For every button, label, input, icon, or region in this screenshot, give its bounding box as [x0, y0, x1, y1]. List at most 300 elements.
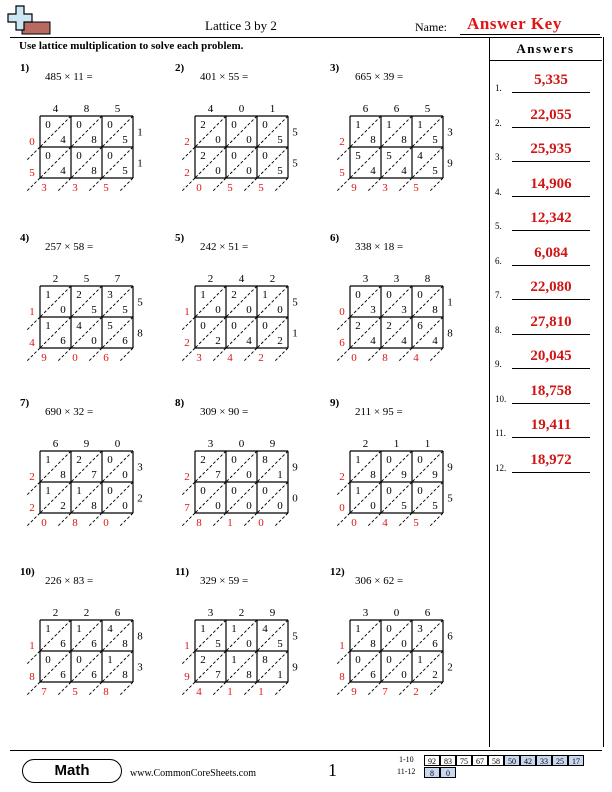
- cell-tens: 0: [386, 654, 392, 666]
- cell-ones: 8: [370, 469, 376, 481]
- multiplier-digit: 0: [292, 492, 298, 505]
- lattice-diagonal: [429, 348, 443, 362]
- lattice-diagonal: [88, 348, 102, 362]
- multiplicand-digit: 0: [238, 438, 245, 450]
- score-cell: 92: [424, 755, 440, 766]
- cell-tens: 3: [417, 623, 423, 635]
- answer-line: [512, 230, 590, 231]
- lattice-diagonal: [429, 178, 443, 192]
- answer-digit-bottom: 6: [103, 352, 109, 364]
- cell-tens: 0: [107, 119, 113, 131]
- score-cell: 25: [552, 755, 568, 766]
- answer-digit-bottom: 5: [227, 182, 233, 194]
- problem-number: 4): [20, 232, 30, 244]
- answer-number: 5.: [495, 221, 502, 231]
- cell-tens: 0: [231, 119, 237, 131]
- answer-line: [512, 161, 590, 162]
- lattice-diagonal: [88, 513, 102, 527]
- cell-tens: 0: [355, 289, 361, 301]
- cell-tens: 0: [417, 454, 423, 466]
- cell-ones: 0: [215, 304, 221, 316]
- problem-equation: 338 × 18 =: [355, 241, 404, 253]
- cell-ones: 5: [122, 165, 128, 177]
- lattice-diagonal: [119, 682, 133, 696]
- answer-digit-bottom: 0: [351, 352, 357, 364]
- lattice-diagonal: [336, 682, 350, 696]
- cell-tens: 1: [45, 623, 51, 635]
- score-cell: 17: [568, 755, 584, 766]
- cell-tens: 4: [76, 320, 82, 332]
- answer-digit-bottom: 8: [196, 517, 202, 529]
- lattice-diagonal: [367, 178, 381, 192]
- cell-tens: 2: [386, 320, 392, 332]
- cell-tens: 1: [107, 654, 113, 666]
- multiplicand-digit: 2: [52, 273, 59, 285]
- answer-value: 12,342: [530, 210, 572, 226]
- problem-equation: 401 × 55 =: [200, 71, 249, 83]
- lattice-diagonal: [181, 147, 195, 161]
- cell-tens: 2: [355, 320, 361, 332]
- cell-tens: 0: [45, 150, 51, 162]
- multiplier-digit: 6: [447, 630, 453, 643]
- score-label-row1: 1-10: [399, 755, 414, 764]
- answer-number: 3.: [495, 152, 502, 162]
- answer-number: 7.: [495, 290, 502, 300]
- cell-ones: 5: [432, 165, 438, 177]
- lattice-diagonal: [119, 513, 133, 527]
- multiplier-digit: 9: [447, 157, 453, 170]
- multiplicand-digit: 6: [424, 607, 431, 619]
- score-cell: 50: [504, 755, 520, 766]
- multiplicand-digit: 3: [362, 273, 369, 285]
- cell-ones: 7: [215, 669, 221, 681]
- lattice-diagonal: [429, 513, 443, 527]
- lattice-diagonal: [243, 513, 257, 527]
- lattice-grid: [0, 74, 148, 194]
- answer-digit-left: 2: [184, 167, 190, 179]
- cell-ones: 3: [370, 304, 376, 316]
- cell-tens: 2: [76, 454, 82, 466]
- answer-digit-bottom: 3: [41, 182, 47, 194]
- cell-tens: 2: [76, 289, 82, 301]
- lattice-diagonal: [26, 651, 40, 665]
- lattice-diagonal: [274, 513, 288, 527]
- answer-digit-left: 1: [184, 306, 190, 318]
- cell-tens: 2: [231, 289, 237, 301]
- cell-tens: 0: [107, 485, 113, 497]
- lattice-diagonal: [181, 513, 195, 527]
- cell-tens: 0: [262, 320, 268, 332]
- problem-number: 1): [20, 62, 30, 74]
- answer-value: 6,084: [534, 244, 568, 261]
- answer-value: 27,810: [530, 313, 572, 330]
- cell-ones: 0: [246, 165, 252, 177]
- multiplicand-digit: 3: [207, 438, 214, 450]
- cell-ones: 4: [370, 335, 376, 347]
- answer-digit-bottom: 2: [258, 352, 264, 364]
- cell-tens: 0: [417, 485, 423, 497]
- multiplicand-digit: 0: [393, 607, 400, 619]
- answer-value: 22,080: [530, 279, 572, 295]
- score-cell: 67: [472, 755, 488, 766]
- answer-digit-left: 0: [339, 306, 345, 318]
- cell-ones: 6: [370, 669, 376, 681]
- score-cell: 58: [488, 755, 504, 766]
- answer-digit-bottom: 4: [196, 686, 202, 698]
- answer-digit-bottom: 7: [382, 686, 388, 698]
- multiplicand-digit: 3: [207, 607, 214, 619]
- cell-ones: 2: [215, 335, 221, 347]
- multiplicand-digit: 0: [114, 438, 121, 450]
- multiplier-digit: 9: [292, 461, 298, 474]
- cell-ones: 8: [432, 304, 438, 316]
- answer-digit-bottom: 5: [258, 182, 264, 194]
- cell-ones: 4: [60, 134, 66, 146]
- cell-ones: 5: [277, 638, 283, 650]
- cell-tens: 1: [200, 289, 206, 301]
- cell-tens: 0: [45, 654, 51, 666]
- answer-digit-left: 1: [29, 306, 35, 318]
- answer-value: 14,906: [530, 175, 572, 192]
- cell-tens: 1: [45, 485, 51, 497]
- multiplier-digit: 2: [137, 492, 143, 505]
- multiplicand-digit: 1: [269, 103, 276, 115]
- cell-tens: 0: [355, 654, 361, 666]
- answer-digit-left: 2: [29, 471, 35, 483]
- lattice-diagonal: [429, 682, 443, 696]
- lattice-diagonal: [181, 317, 195, 331]
- answer-line: [512, 265, 590, 266]
- multiplicand-digit: 5: [114, 103, 121, 115]
- answer-digit-bottom: 4: [413, 352, 419, 364]
- cell-ones: 8: [91, 500, 97, 512]
- cell-ones: 6: [60, 335, 66, 347]
- lattice-diagonal: [181, 178, 195, 192]
- answer-digit-bottom: 9: [351, 686, 357, 698]
- lattice-diagonal: [336, 178, 350, 192]
- answer-digit-bottom: 2: [413, 686, 419, 698]
- answer-value: 22,055: [530, 106, 572, 123]
- lattice-diagonal: [243, 178, 257, 192]
- cell-ones: 5: [215, 638, 221, 650]
- answer-digit-bottom: 0: [351, 517, 357, 529]
- multiplicand-digit: 8: [83, 103, 90, 115]
- answer-digit-left: 2: [339, 471, 345, 483]
- answer-digit-bottom: 0: [258, 517, 264, 529]
- score-cell: 0: [440, 767, 456, 778]
- cell-ones: 8: [122, 669, 128, 681]
- cell-tens: 2: [200, 654, 206, 666]
- score-cell: 83: [440, 755, 456, 766]
- answer-digit-bottom: 1: [258, 686, 264, 698]
- multiplier-digit: 1: [292, 327, 298, 340]
- cell-ones: 0: [60, 304, 66, 316]
- multiplier-digit: 1: [447, 296, 453, 309]
- cell-ones: 8: [91, 165, 97, 177]
- lattice-diagonal: [57, 348, 71, 362]
- multiplier-digit: 5: [137, 296, 143, 309]
- cell-ones: 6: [122, 335, 128, 347]
- cell-tens: 5: [355, 150, 361, 162]
- answers-title: Answers: [516, 41, 575, 56]
- answer-number: 10.: [495, 393, 507, 404]
- answer-value: 20,045: [530, 348, 572, 364]
- cell-tens: 0: [231, 485, 237, 497]
- answer-digit-bottom: 4: [227, 352, 233, 364]
- problem-number: 3): [330, 62, 340, 74]
- answer-number: 2.: [495, 117, 502, 128]
- answer-line: [512, 127, 590, 128]
- cell-tens: 0: [45, 119, 51, 131]
- multiplier-digit: 5: [292, 126, 298, 139]
- multiplicand-digit: 4: [52, 103, 59, 115]
- answer-key-title: Answer Key: [467, 14, 562, 33]
- lattice-diagonal: [274, 348, 288, 362]
- cell-tens: 0: [200, 485, 206, 497]
- cell-tens: 1: [386, 119, 392, 131]
- cell-tens: 1: [355, 623, 361, 635]
- cell-ones: 2: [60, 500, 66, 512]
- cell-ones: 0: [277, 500, 283, 512]
- answer-digit-left: 2: [184, 471, 190, 483]
- cell-ones: 6: [60, 638, 66, 650]
- answer-digit-left: 5: [29, 167, 35, 179]
- answer-digit-left: 1: [339, 640, 345, 652]
- cell-tens: 2: [200, 454, 206, 466]
- answer-digit-bottom: 5: [72, 686, 78, 698]
- lattice-diagonal: [336, 348, 350, 362]
- problem-number: 9): [330, 397, 340, 409]
- cell-tens: 0: [76, 119, 82, 131]
- cell-ones: 9: [432, 469, 438, 481]
- lattice-diagonal: [212, 178, 226, 192]
- multiplicand-digit: 9: [83, 438, 90, 450]
- multiplier-digit: 8: [137, 327, 143, 340]
- problem-number: 10): [20, 566, 35, 578]
- cell-ones: 0: [246, 134, 252, 146]
- site-url: www.CommonCoreSheets.com: [130, 768, 257, 779]
- multiplicand-digit: 7: [114, 273, 121, 285]
- footer-divider: [10, 750, 602, 751]
- lattice-diagonal: [336, 651, 350, 665]
- answer-number: 1.: [495, 83, 502, 93]
- cell-tens: 6: [417, 320, 423, 332]
- answer-line: [512, 334, 590, 335]
- cell-tens: 0: [231, 320, 237, 332]
- cell-ones: 8: [401, 134, 407, 146]
- multiplicand-digit: 2: [269, 273, 276, 285]
- lattice-grid: [308, 409, 458, 529]
- cell-ones: 0: [246, 638, 252, 650]
- lattice-grid: [153, 578, 303, 698]
- answer-digit-left: 2: [29, 502, 35, 514]
- multiplicand-digit: 2: [207, 273, 214, 285]
- problem-number: 11): [175, 566, 190, 578]
- answer-digit-bottom: 4: [382, 517, 388, 529]
- multiplicand-digit: 8: [424, 273, 431, 285]
- cell-ones: 6: [60, 669, 66, 681]
- lattice-diagonal: [181, 482, 195, 496]
- multiplicand-digit: 4: [207, 103, 214, 115]
- problem-number: 12): [330, 566, 345, 578]
- cell-ones: 0: [215, 165, 221, 177]
- cell-ones: 0: [91, 335, 97, 347]
- lattice-diagonal: [398, 513, 412, 527]
- cell-tens: 1: [262, 289, 268, 301]
- multiplier-digit: 5: [292, 157, 298, 170]
- answer-digit-bottom: 7: [41, 686, 47, 698]
- problem-equation: 665 × 39 =: [355, 71, 404, 83]
- cell-tens: 4: [262, 623, 268, 635]
- lattice-grid: [153, 74, 303, 194]
- cell-ones: 0: [277, 304, 283, 316]
- cell-ones: 8: [246, 669, 252, 681]
- lattice-diagonal: [398, 178, 412, 192]
- cell-ones: 5: [432, 134, 438, 146]
- cell-ones: 6: [91, 669, 97, 681]
- answer-digit-bottom: 5: [413, 517, 419, 529]
- cell-tens: 1: [417, 654, 423, 666]
- answer-digit-bottom: 5: [103, 182, 109, 194]
- multiplier-digit: 5: [292, 296, 298, 309]
- multiplier-digit: 8: [137, 630, 143, 643]
- answer-number: 11.: [495, 428, 506, 438]
- answer-value: 19,411: [530, 417, 572, 433]
- cell-ones: 0: [246, 469, 252, 481]
- answer-digit-left: 8: [339, 671, 345, 683]
- lattice-diagonal: [398, 682, 412, 696]
- multiplier-digit: 9: [292, 661, 298, 674]
- cell-ones: 0: [122, 469, 128, 481]
- answer-digit-left: 2: [184, 136, 190, 148]
- cell-tens: 2: [200, 119, 206, 131]
- answer-digit-left: 9: [184, 671, 190, 683]
- lattice-diagonal: [26, 178, 40, 192]
- score-cell: 42: [520, 755, 536, 766]
- answer-digit-left: 7: [184, 502, 190, 514]
- cell-tens: 1: [231, 654, 237, 666]
- cell-tens: 4: [107, 623, 113, 635]
- cell-ones: 7: [91, 469, 97, 481]
- problem-number: 7): [20, 397, 30, 409]
- instructions: Use lattice multiplication to solve each problem.: [19, 40, 244, 52]
- cell-tens: 1: [45, 289, 51, 301]
- lattice-diagonal: [88, 682, 102, 696]
- multiplicand-digit: 1: [424, 438, 431, 450]
- answer-digit-bottom: 0: [41, 517, 47, 529]
- lattice-diagonal: [119, 348, 133, 362]
- lattice-diagonal: [26, 682, 40, 696]
- lattice-grid: [153, 244, 303, 364]
- lattice-diagonal: [367, 513, 381, 527]
- multiplier-digit: 3: [137, 461, 143, 474]
- cell-ones: 6: [432, 638, 438, 650]
- lattice-grid: [0, 578, 148, 698]
- answer-number: 12.: [495, 462, 507, 473]
- answer-digit-bottom: 9: [41, 352, 47, 364]
- lattice-diagonal: [57, 682, 71, 696]
- plus-logo-icon: [6, 4, 52, 36]
- cell-tens: 5: [107, 320, 113, 332]
- lattice-diagonal: [336, 317, 350, 331]
- problem-equation: 257 × 58 =: [45, 241, 94, 253]
- problem-equation: 211 × 95 =: [355, 406, 403, 418]
- answers-title-divider: [489, 60, 602, 61]
- score-label-row2: 11-12: [397, 767, 416, 776]
- lattice-diagonal: [398, 348, 412, 362]
- cell-tens: 2: [200, 150, 206, 162]
- score-cell: 33: [536, 755, 552, 766]
- answer-digit-bottom: 8: [103, 686, 109, 698]
- lattice-diagonal: [367, 348, 381, 362]
- answer-digit-left: 5: [339, 167, 345, 179]
- cell-ones: 2: [432, 669, 438, 681]
- answer-line: [512, 92, 590, 93]
- lattice-diagonal: [243, 682, 257, 696]
- cell-ones: 2: [277, 335, 283, 347]
- answer-value: 18,972: [530, 451, 572, 468]
- cell-tens: 5: [386, 150, 392, 162]
- cell-ones: 4: [401, 335, 407, 347]
- lattice-diagonal: [26, 482, 40, 496]
- answer-digit-bottom: 1: [227, 517, 233, 529]
- answer-digit-bottom: 3: [196, 352, 202, 364]
- problem-equation: 690 × 32 =: [45, 406, 94, 418]
- cell-tens: 1: [417, 119, 423, 131]
- lattice-diagonal: [26, 317, 40, 331]
- answer-digit-left: 1: [29, 640, 35, 652]
- answer-digit-left: 0: [29, 136, 35, 148]
- lattice-diagonal: [212, 682, 226, 696]
- problem-equation: 306 × 62 =: [355, 575, 404, 587]
- problem-equation: 242 × 51 =: [200, 241, 249, 253]
- cell-ones: 1: [277, 469, 283, 481]
- multiplicand-digit: 9: [269, 607, 276, 619]
- page-title: Lattice 3 by 2: [205, 18, 277, 33]
- multiplicand-digit: 6: [393, 103, 400, 115]
- problem-number: 8): [175, 397, 185, 409]
- answer-value: 5,335: [534, 72, 568, 88]
- problem-number: 6): [330, 232, 340, 244]
- answer-value: 25,935: [530, 141, 572, 157]
- cell-ones: 7: [215, 469, 221, 481]
- answer-digit-bottom: 9: [351, 182, 357, 194]
- cell-ones: 0: [122, 500, 128, 512]
- cell-ones: 4: [370, 165, 376, 177]
- multiplier-digit: 8: [447, 327, 453, 340]
- lattice-diagonal: [181, 682, 195, 696]
- lattice-diagonal: [57, 178, 71, 192]
- cell-ones: 4: [60, 165, 66, 177]
- answer-digit-bottom: 1: [227, 686, 233, 698]
- cell-tens: 1: [231, 623, 237, 635]
- cell-tens: 1: [45, 454, 51, 466]
- cell-tens: 8: [262, 654, 268, 666]
- lattice-diagonal: [336, 513, 350, 527]
- multiplicand-digit: 3: [393, 273, 400, 285]
- cell-ones: 1: [277, 669, 283, 681]
- cell-ones: 4: [432, 335, 438, 347]
- lattice-grid: [308, 74, 458, 194]
- cell-tens: 0: [386, 623, 392, 635]
- multiplicand-digit: 5: [424, 103, 431, 115]
- answer-digit-bottom: 8: [382, 352, 388, 364]
- lattice-diagonal: [274, 682, 288, 696]
- answer-digit-bottom: 3: [72, 182, 78, 194]
- answer-number: 6.: [495, 255, 502, 266]
- multiplicand-digit: 6: [114, 607, 121, 619]
- lattice-diagonal: [119, 178, 133, 192]
